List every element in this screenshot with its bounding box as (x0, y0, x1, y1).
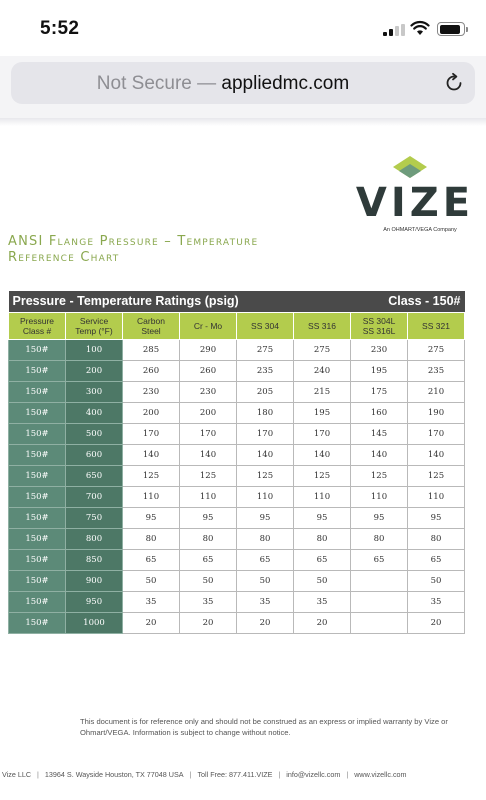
status-time: 5:52 (40, 18, 80, 39)
table-row (9, 465, 465, 486)
url-host: appliedmc.com (221, 73, 350, 94)
rating-cell: 80 (180, 528, 237, 549)
rating-cell: 170 (180, 423, 237, 444)
class-cell: 150# (9, 507, 66, 528)
table-row (9, 612, 465, 633)
temp-cell: 500 (66, 423, 123, 444)
rating-cell: 275 (294, 339, 351, 360)
rating-cell: 50 (408, 570, 465, 591)
rating-cell: 80 (294, 528, 351, 549)
rating-cell: 95 (294, 507, 351, 528)
rating-cell: 35 (294, 591, 351, 612)
rating-cell: 125 (123, 465, 180, 486)
class-cell: 150# (9, 486, 66, 507)
rating-cell: 65 (294, 549, 351, 570)
rating-cell: 110 (351, 486, 408, 507)
rating-cell: 200 (180, 402, 237, 423)
rating-cell: 80 (351, 528, 408, 549)
table-title-bar (9, 291, 465, 312)
rating-cell: 65 (351, 549, 408, 570)
table-row (9, 444, 465, 465)
rating-cell: 50 (237, 570, 294, 591)
rating-cell: 140 (237, 444, 294, 465)
rating-cell: 200 (123, 402, 180, 423)
footer-address: 13964 S. Wayside Houston, TX 77048 USA (44, 770, 184, 779)
rating-cell: 35 (237, 591, 294, 612)
rating-cell: 35 (408, 591, 465, 612)
rating-cell: 35 (180, 591, 237, 612)
class-cell: 150# (9, 465, 66, 486)
temp-cell: 700 (66, 486, 123, 507)
column-header: SS 304L SS 316L (351, 312, 408, 339)
status-bar (0, 0, 486, 56)
rating-cell: 170 (294, 423, 351, 444)
rating-cell: 20 (237, 612, 294, 633)
class-cell: 150# (9, 423, 66, 444)
title-line-2: Reference Chart (8, 250, 120, 265)
rating-cell: 50 (294, 570, 351, 591)
rating-cell: 230 (351, 339, 408, 360)
column-header: Pressure Class # (9, 312, 66, 339)
rating-cell: 215 (294, 381, 351, 402)
footer-company: Vize LLC (2, 770, 32, 779)
document-title (8, 234, 258, 266)
pressure-temperature-table (8, 291, 465, 634)
rating-cell: 125 (294, 465, 351, 486)
table-row (9, 402, 465, 423)
rating-cell: 125 (180, 465, 237, 486)
rating-cell: 170 (237, 423, 294, 444)
class-cell: 150# (9, 612, 66, 633)
rating-cell (351, 612, 408, 633)
rating-cell: 195 (351, 360, 408, 381)
rating-cell: 65 (123, 549, 180, 570)
rating-cell: 180 (237, 402, 294, 423)
title-line-1: ANSI Flange Pressure – Temperature (8, 234, 259, 249)
rating-cell: 80 (408, 528, 465, 549)
rating-cell: 140 (408, 444, 465, 465)
rating-cell: 290 (180, 339, 237, 360)
rating-cell: 65 (408, 549, 465, 570)
rating-cell: 235 (237, 360, 294, 381)
table-row (9, 507, 465, 528)
class-cell: 150# (9, 570, 66, 591)
address-bar[interactable] (11, 62, 475, 104)
rating-cell: 170 (123, 423, 180, 444)
rating-cell: 125 (351, 465, 408, 486)
browser-toolbar (0, 56, 486, 120)
security-label: Not Secure — (96, 73, 222, 94)
rating-cell: 260 (123, 360, 180, 381)
column-header: SS 316 (294, 312, 351, 339)
logo-tagline: An OHMART/VEGA Company (383, 227, 457, 233)
rating-cell: 35 (123, 591, 180, 612)
column-header: Carbon Steel (123, 312, 180, 339)
class-cell: 150# (9, 444, 66, 465)
rating-cell (351, 570, 408, 591)
table-title: Pressure - Temperature Ratings (psig) (12, 294, 239, 309)
class-cell: 150# (9, 339, 66, 360)
class-cell: 150# (9, 528, 66, 549)
rating-cell (351, 591, 408, 612)
table-row (9, 591, 465, 612)
column-header: SS 304 (237, 312, 294, 339)
table-row (9, 549, 465, 570)
rating-cell: 95 (123, 507, 180, 528)
rating-cell: 260 (180, 360, 237, 381)
temp-cell: 200 (66, 360, 123, 381)
table-row (9, 528, 465, 549)
disclaimer-text: This document is for reference only and should not be construed as an express or implied warranty by Vize or Ohmart/VEGA. Information is subject to change without notice. (80, 717, 448, 737)
temp-cell: 950 (66, 591, 123, 612)
rating-cell: 230 (123, 381, 180, 402)
table-row (9, 486, 465, 507)
rating-cell: 145 (351, 423, 408, 444)
rating-cell: 275 (237, 339, 294, 360)
rating-cell: 65 (180, 549, 237, 570)
table-body (9, 339, 465, 633)
rating-cell: 50 (180, 570, 237, 591)
wifi-icon (410, 20, 430, 36)
rating-cell: 160 (351, 402, 408, 423)
rating-cell: 195 (294, 402, 351, 423)
reload-icon[interactable] (443, 72, 465, 94)
temp-cell: 600 (66, 444, 123, 465)
rating-cell: 95 (180, 507, 237, 528)
battery-icon (437, 22, 465, 36)
rating-cell: 285 (123, 339, 180, 360)
rating-cell: 235 (408, 360, 465, 381)
url-text[interactable] (11, 73, 435, 95)
temp-cell: 800 (66, 528, 123, 549)
rating-cell: 190 (408, 402, 465, 423)
rating-cell: 175 (351, 381, 408, 402)
temp-cell: 650 (66, 465, 123, 486)
toolbar-divider (0, 118, 486, 126)
footer-phone: Toll Free: 877.411.VIZE (197, 770, 273, 779)
temp-cell: 900 (66, 570, 123, 591)
class-cell: 150# (9, 549, 66, 570)
rating-cell: 20 (123, 612, 180, 633)
rating-cell: 95 (351, 507, 408, 528)
footer-email[interactable]: info@vizellc.com (286, 770, 341, 779)
temp-cell: 400 (66, 402, 123, 423)
rating-cell: 210 (408, 381, 465, 402)
table-row (9, 423, 465, 444)
vize-logo (355, 150, 475, 240)
rating-cell: 110 (180, 486, 237, 507)
temp-cell: 100 (66, 339, 123, 360)
rating-cell: 275 (408, 339, 465, 360)
rating-cell: 20 (294, 612, 351, 633)
footer: Vize LLC | 13964 S. Wayside Houston, TX 77048 USA | Toll Free: 877.411.VIZE | info@vizellc.com | www.vizellc.com (2, 770, 407, 779)
rating-cell: 240 (294, 360, 351, 381)
column-header-row (9, 312, 465, 339)
rating-cell: 50 (123, 570, 180, 591)
column-header: Cr - Mo (180, 312, 237, 339)
logo-wordmark: VIZE (355, 180, 475, 226)
rating-cell: 80 (123, 528, 180, 549)
rating-cell: 140 (351, 444, 408, 465)
class-cell: 150# (9, 381, 66, 402)
footer-website[interactable]: www.vizellc.com (354, 770, 407, 779)
rating-cell: 140 (180, 444, 237, 465)
table-row (9, 570, 465, 591)
rating-cell: 205 (237, 381, 294, 402)
table-class-label: Class - 150# (388, 294, 461, 309)
column-header: SS 321 (408, 312, 465, 339)
rating-cell: 125 (237, 465, 294, 486)
rating-cell: 110 (123, 486, 180, 507)
rating-cell: 95 (237, 507, 294, 528)
class-cell: 150# (9, 360, 66, 381)
rating-cell: 110 (408, 486, 465, 507)
temp-cell: 1000 (66, 612, 123, 633)
temp-cell: 850 (66, 549, 123, 570)
rating-cell: 140 (294, 444, 351, 465)
rating-cell: 80 (237, 528, 294, 549)
rating-cell: 125 (408, 465, 465, 486)
column-header: Service Temp (°F) (66, 312, 123, 339)
rating-cell: 20 (180, 612, 237, 633)
rating-cell: 65 (237, 549, 294, 570)
temp-cell: 300 (66, 381, 123, 402)
rating-cell: 110 (294, 486, 351, 507)
cellular-signal-icon (383, 24, 405, 36)
rating-cell: 170 (408, 423, 465, 444)
rating-cell: 140 (123, 444, 180, 465)
table-row (9, 339, 465, 360)
class-cell: 150# (9, 591, 66, 612)
rating-cell: 95 (408, 507, 465, 528)
rating-cell: 20 (408, 612, 465, 633)
class-cell: 150# (9, 402, 66, 423)
table-row (9, 381, 465, 402)
rating-cell: 230 (180, 381, 237, 402)
table-row (9, 360, 465, 381)
temp-cell: 750 (66, 507, 123, 528)
rating-cell: 110 (237, 486, 294, 507)
